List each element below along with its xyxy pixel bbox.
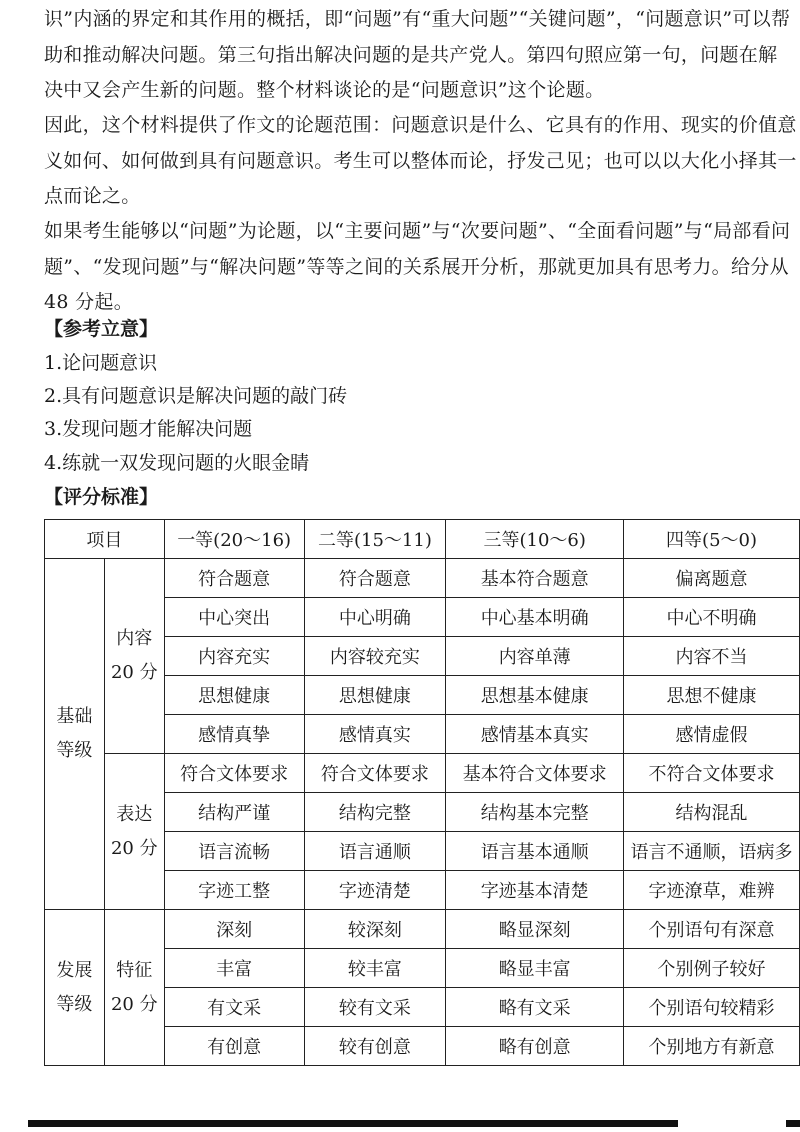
table-cell: 思想基本健康 <box>446 676 624 715</box>
table-cell: 字迹工整 <box>164 871 304 910</box>
table-cell: 中心不明确 <box>624 598 800 637</box>
table-cell: 不符合文体要求 <box>624 754 800 793</box>
table-cell: 语言基本通顺 <box>446 832 624 871</box>
table-row <box>45 559 800 598</box>
table-cell: 字迹基本清楚 <box>446 871 624 910</box>
footer-rule-end <box>786 1120 800 1127</box>
header-cell: 项目 <box>45 520 165 559</box>
header-cell: 一等(20～16) <box>164 520 304 559</box>
header-cell: 二等(15～11) <box>304 520 446 559</box>
table-cell: 思想健康 <box>164 676 304 715</box>
table-cell: 语言通顺 <box>304 832 446 871</box>
scoring-heading: 【评分标准】 <box>44 486 159 508</box>
table-cell: 基本符合文体要求 <box>446 754 624 793</box>
table-cell: 感情基本真实 <box>446 715 624 754</box>
table-cell: 结构严谨 <box>164 793 304 832</box>
reference-item: 3.发现问题才能解决问题 <box>44 418 253 440</box>
header-cell: 三等(10～6) <box>446 520 624 559</box>
paragraph-2 <box>44 108 800 215</box>
table-cell: 偏离题意 <box>624 559 800 598</box>
table-cell: 感情真挚 <box>164 715 304 754</box>
footer-rule <box>28 1120 678 1127</box>
reference-item: 2.具有问题意识是解决问题的敲门砖 <box>44 385 348 407</box>
table-cell: 基本符合题意 <box>446 559 624 598</box>
table-cell: 略有创意 <box>446 1027 624 1066</box>
subcategory-cell: 内容 20 分 <box>104 559 164 754</box>
text-line: 题”、“发现问题”与“解决问题”等等之间的关系展开分析，那就更加具有思考力。给分从 <box>44 255 789 278</box>
table-cell: 感情虚假 <box>624 715 800 754</box>
table-cell: 中心明确 <box>304 598 446 637</box>
table-cell: 内容单薄 <box>446 637 624 676</box>
table-cell: 个别语句较精彩 <box>624 988 800 1027</box>
category-cell: 基础 等级 <box>45 559 105 910</box>
table-cell: 中心基本明确 <box>446 598 624 637</box>
table-cell: 深刻 <box>164 910 304 949</box>
table-cell: 符合文体要求 <box>304 754 446 793</box>
header-cell: 四等(5～0) <box>624 520 800 559</box>
text-line: 如果考生能够以“问题”为论题，以“主要问题”与“次要问题”、“全面看问题”与“局部看问 <box>44 220 791 242</box>
table-row <box>45 910 800 949</box>
text-line: 决中又会产生新的问题。整个材料谈论的是“问题意识”这个论题。 <box>44 79 605 101</box>
scoring-table <box>44 519 800 1066</box>
text-line: 48 分起。 <box>44 291 134 313</box>
table-cell: 略显深刻 <box>446 910 624 949</box>
table-cell: 符合题意 <box>164 559 304 598</box>
table-cell: 略显丰富 <box>446 949 624 988</box>
text-line: 识”内涵的界定和其作用的概括，即“问题”有“重大问题”“关键问题”，“问题意识”可以帮 <box>44 8 791 30</box>
table-cell: 略有文采 <box>446 988 624 1027</box>
text-line: 助和推动解决问题。第三句指出解决问题的是共产党人。第四句照应第一句，问题在解 <box>44 43 778 66</box>
subcategory-cell: 特征 20 分 <box>104 910 164 1066</box>
table-cell: 个别例子较好 <box>624 949 800 988</box>
table-cell: 字迹潦草，难辨 <box>624 871 800 910</box>
table-cell: 结构基本完整 <box>446 793 624 832</box>
table-cell: 感情真实 <box>304 715 446 754</box>
table-cell: 丰富 <box>164 949 304 988</box>
table-cell: 个别语句有深意 <box>624 910 800 949</box>
reference-heading: 【参考立意】 <box>44 318 159 340</box>
table-cell: 较有创意 <box>304 1027 446 1066</box>
table-cell: 语言流畅 <box>164 832 304 871</box>
table-cell: 符合题意 <box>304 559 446 598</box>
table-cell: 有文采 <box>164 988 304 1027</box>
paragraph-1 <box>44 2 800 109</box>
table-header-row <box>45 520 800 559</box>
table-cell: 思想健康 <box>304 676 446 715</box>
reference-item: 1.论问题意识 <box>44 352 158 374</box>
table-cell: 较深刻 <box>304 910 446 949</box>
reference-item: 4.练就一双发现问题的火眼金睛 <box>44 452 310 474</box>
table-cell: 中心突出 <box>164 598 304 637</box>
table-cell: 较丰富 <box>304 949 446 988</box>
text-line: 点而论之。 <box>44 185 141 207</box>
table-cell: 较有文采 <box>304 988 446 1027</box>
table-cell: 有创意 <box>164 1027 304 1066</box>
table-cell: 内容充实 <box>164 637 304 676</box>
table-cell: 字迹清楚 <box>304 871 446 910</box>
table-cell: 语言不通顺，语病多 <box>624 832 800 871</box>
subcategory-cell: 表达 20 分 <box>104 754 164 910</box>
table-cell: 符合文体要求 <box>164 754 304 793</box>
text-line: 义如何、如何做到具有问题意识。考生可以整体而论，抒发己见；也可以以大化小择其一 <box>44 149 797 172</box>
category-cell: 发展 等级 <box>45 910 105 1066</box>
table-row <box>45 754 800 793</box>
text-line: 因此，这个材料提供了作文的论题范围：问题意识是什么、它具有的作用、现实的价值意 <box>44 114 797 136</box>
table-cell: 结构混乱 <box>624 793 800 832</box>
table-cell: 思想不健康 <box>624 676 800 715</box>
table-cell: 内容不当 <box>624 637 800 676</box>
paragraph-3 <box>44 214 800 321</box>
table-cell: 内容较充实 <box>304 637 446 676</box>
table-cell: 个别地方有新意 <box>624 1027 800 1066</box>
table-cell: 结构完整 <box>304 793 446 832</box>
